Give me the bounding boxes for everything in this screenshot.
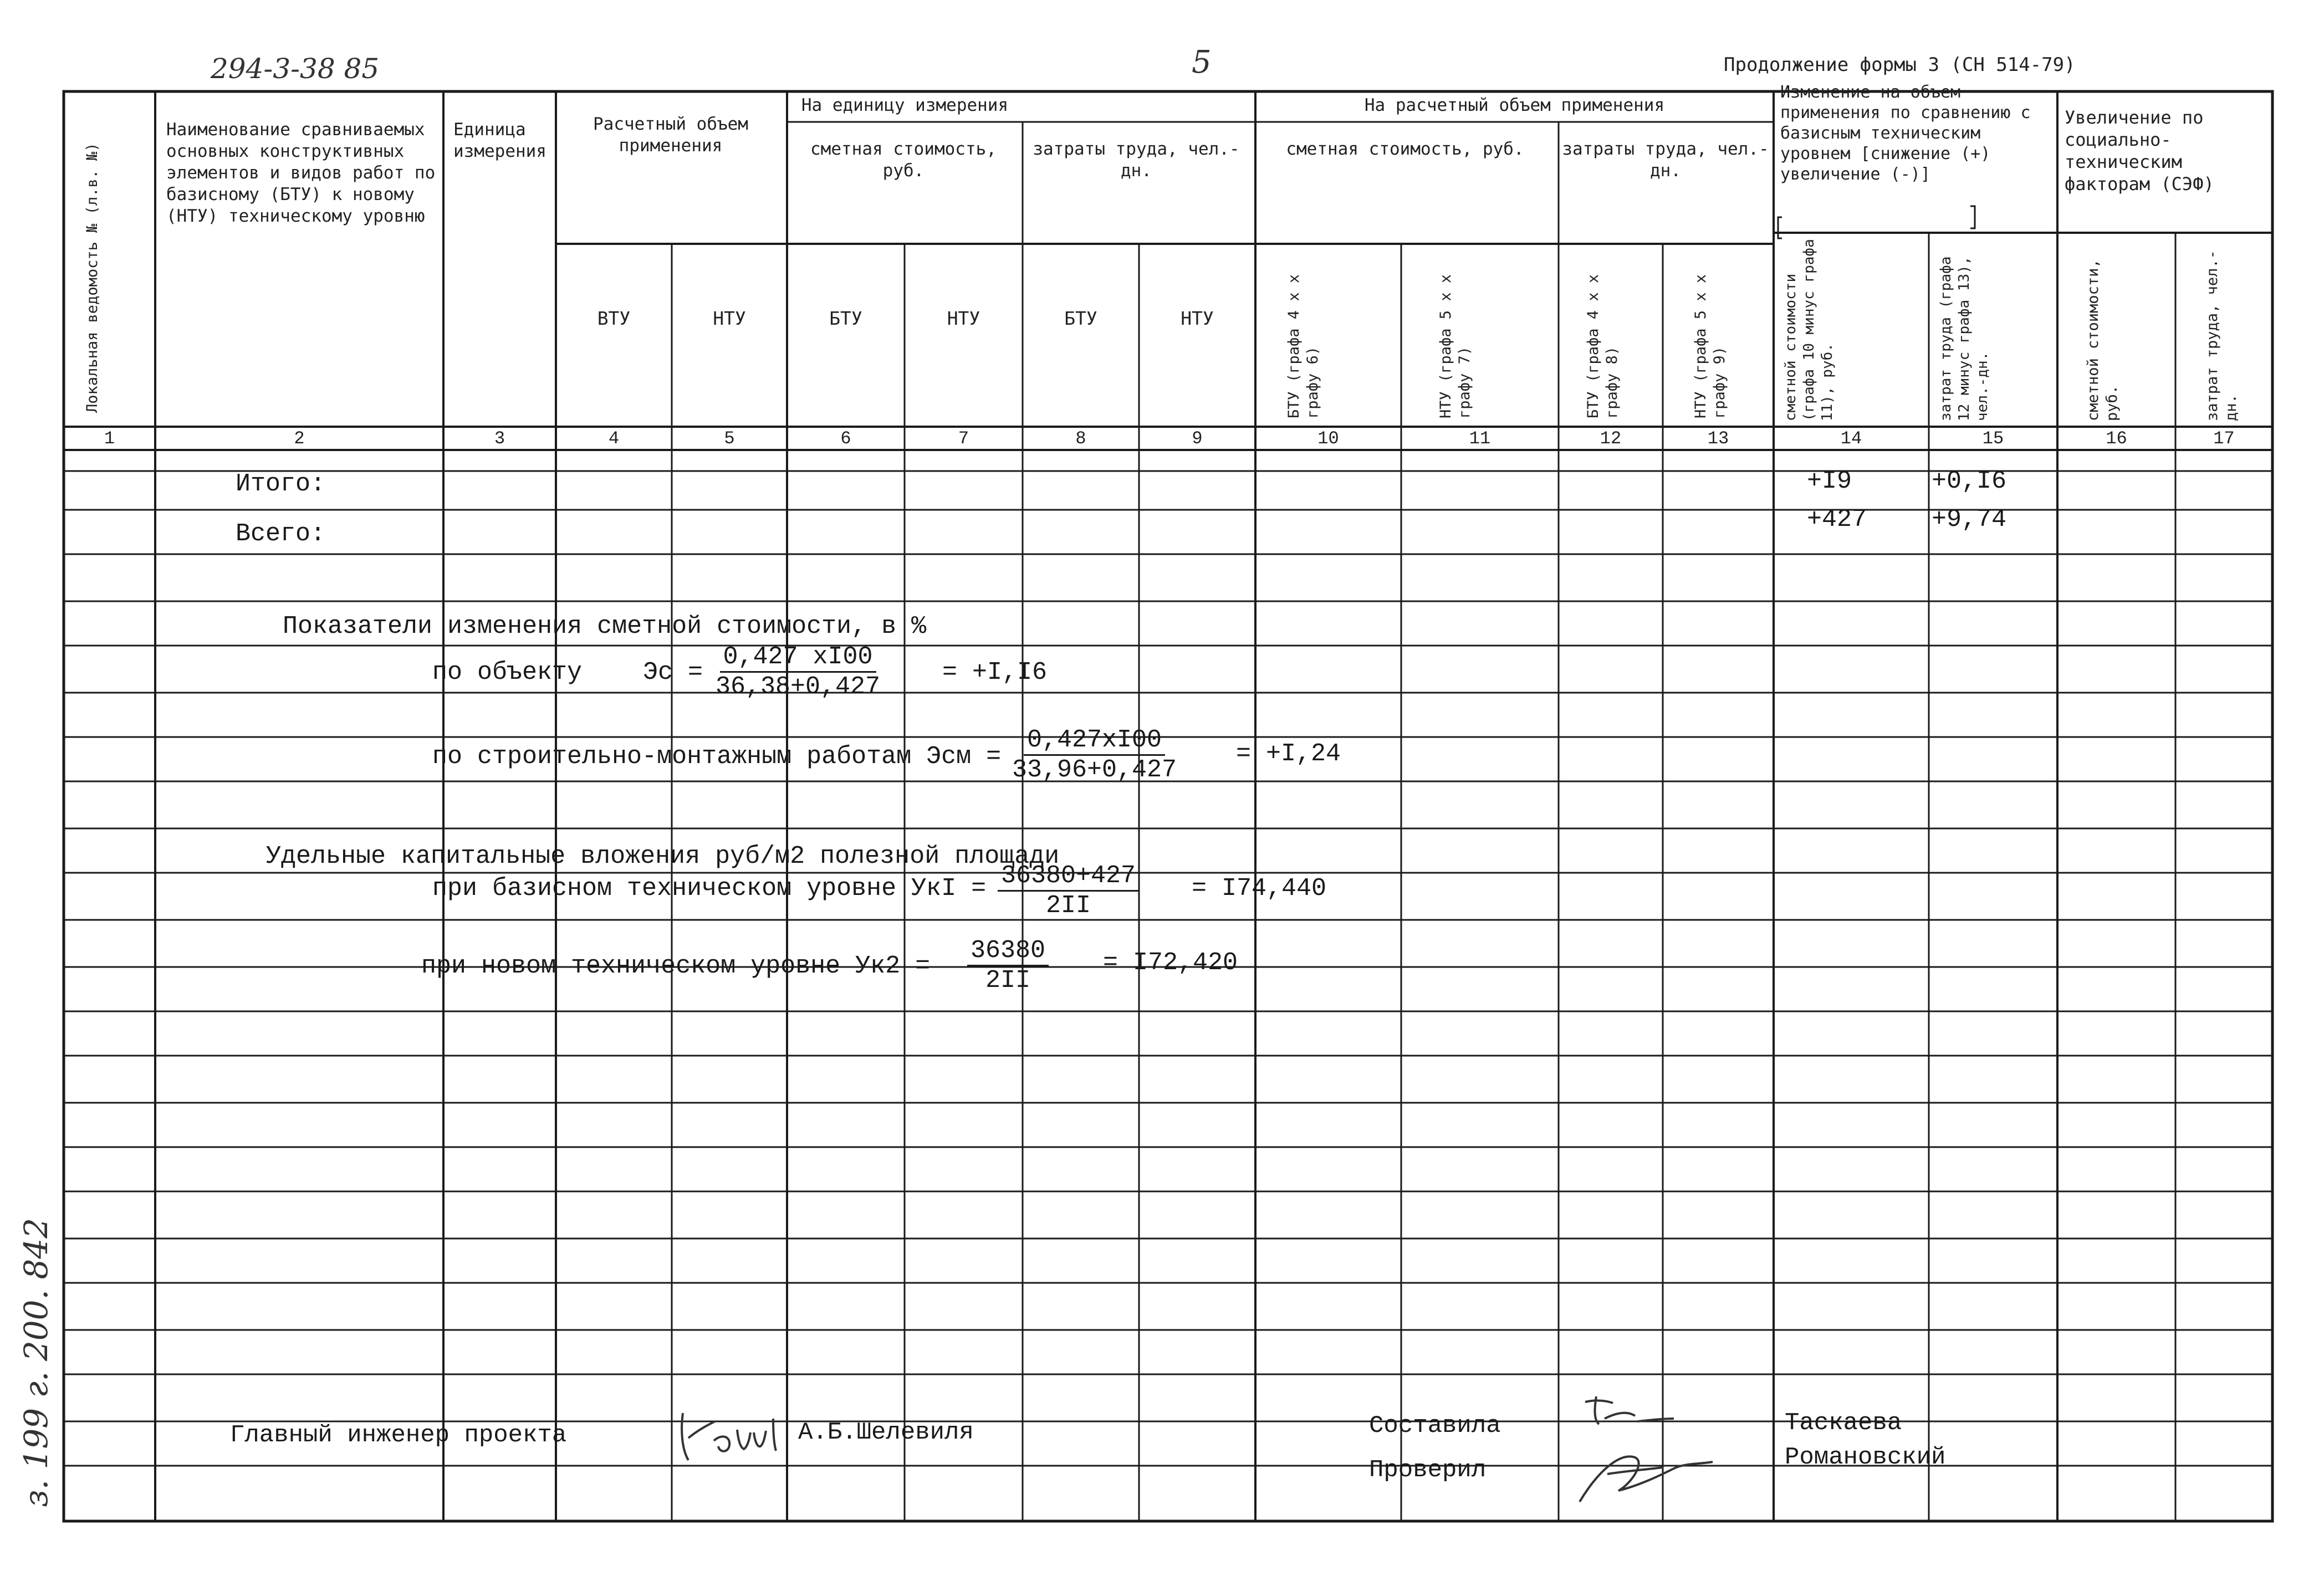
col-number: 10: [1317, 428, 1339, 449]
header-smet-cost2: сметная стоимость, руб.: [1286, 139, 1524, 159]
specific-investment-title: Удельные капитальные вложения руб/м2 полезной площади: [266, 842, 1060, 871]
header-col6: БТУ: [829, 308, 862, 329]
header-col10: БТУ (графа 4 х х графу 6): [1285, 274, 1321, 418]
vsego-label: Всего:: [236, 520, 326, 548]
col-number: 5: [724, 428, 735, 449]
obj-numerator: 0,427 хI00: [720, 643, 876, 673]
new-label: при новом техническом уровне Ук2 =: [421, 952, 931, 980]
col-number: 15: [1982, 428, 2004, 449]
col-number: 17: [2213, 428, 2235, 449]
col-number: 9: [1192, 428, 1203, 449]
new-numerator: 36380: [967, 937, 1049, 966]
bas-denominator: 2II: [1046, 892, 1091, 920]
obj-fraction: [712, 643, 883, 701]
header-labor: затраты труда, чел.-дн.: [1033, 139, 1240, 181]
obj-result: = +I,I6: [942, 658, 1048, 687]
new-result: = I72,420: [1103, 949, 1238, 977]
itogo-label: Итого:: [236, 470, 326, 498]
obj-var: Эс =: [643, 658, 703, 687]
header-col15: затрат труда (графа 12 минус графа 13), чел.-дн.: [1938, 256, 1991, 421]
col-number: 8: [1075, 428, 1086, 449]
header-col17: затрат труда, чел.-дн.: [2204, 250, 2240, 421]
smr-numerator: 0,427хI00: [1024, 726, 1165, 756]
col-number: 6: [840, 428, 851, 449]
header-col12: БТУ (графа 4 х х графу 8): [1585, 274, 1621, 418]
col-number: 13: [1707, 428, 1729, 449]
chief-engineer-signature: [676, 1408, 804, 1468]
smr-fraction: [1009, 726, 1180, 784]
margin-handwritten-note: з. 199 г. 200. 842: [17, 1217, 55, 1507]
obj-label: по объекту: [432, 658, 583, 687]
header-smet-cost: сметная стоимость, руб.: [810, 139, 997, 181]
bas-result: = I74,440: [1192, 874, 1327, 903]
header-col8: БТУ: [1064, 308, 1097, 329]
bas-label: при базисном техническом уровне УкI =: [432, 874, 987, 903]
new-fraction: [967, 937, 1049, 995]
header-increase: Увеличение по социально-техническим факторам (СЭФ): [2065, 107, 2214, 195]
form-continuation-note: Продолжение формы 3 (СН 514-79): [1724, 54, 2076, 76]
col-number: 7: [958, 428, 969, 449]
smr-result: = +I,24: [1236, 740, 1341, 768]
col-number: 14: [1840, 428, 1862, 449]
checked-label: Проверил: [1369, 1456, 1487, 1484]
vsego-col15: +9,74: [1932, 505, 2007, 534]
header-change: Изменение на объем применения по сравнению с базисным техническим уровнем [снижение (+) увеличение (-)]: [1780, 83, 2031, 184]
checked-name: Романовский: [1785, 1444, 1946, 1471]
header-on-volume: На расчетный объем применения: [1364, 95, 1665, 115]
col-number: 4: [608, 428, 620, 449]
col-number: 16: [2106, 428, 2127, 449]
smr-denominator: 33,96+0,427: [1012, 756, 1177, 784]
new-denominator: 2II: [985, 966, 1031, 995]
bas-numerator: 36380+427: [998, 862, 1139, 892]
smr-label: по строительно-монтажным работам Эсм =: [432, 743, 1002, 771]
header-col11: НТУ (графа 5 х х графу 7): [1437, 274, 1473, 418]
header-name: Наименование сравниваемых основных конструктивных элементов и видов работ по базисному (БТУ) к новому (НТУ) техническому уровню: [166, 120, 436, 226]
obj-denominator: 36,38+0,427: [716, 673, 881, 701]
header-col5: НТУ: [713, 308, 746, 329]
col-number: 3: [494, 428, 505, 449]
header-col16: сметной стоимости, руб.: [2085, 259, 2121, 421]
vsego-col14: +427: [1807, 505, 1867, 534]
header-labor2: затраты труда, чел.-дн.: [1562, 139, 1769, 181]
chief-engineer-name: А.Б.Шелевиля: [798, 1419, 974, 1446]
header-col4: ВТУ: [597, 308, 631, 329]
header-col13: НТУ (графа 5 х х графу 9): [1692, 274, 1728, 418]
page-number: 5: [1192, 44, 1212, 80]
col-number: 2: [294, 428, 305, 449]
chief-engineer-label: Главный инженер проекта: [230, 1421, 567, 1449]
header-vedomost: Локальная ведомость № (л.в. №): [84, 142, 101, 413]
itogo-col14: +I9: [1807, 467, 1852, 495]
header-calc-volume: Расчетный объем применения: [593, 114, 748, 156]
col-number: 1: [104, 428, 115, 449]
header-col14: сметной стоимости (графа 10 минус графа 11), руб.: [1782, 239, 1836, 421]
compiled-label: Составила: [1369, 1412, 1501, 1440]
compiled-name: Таскаева: [1785, 1409, 1902, 1437]
col-number: 11: [1469, 428, 1491, 449]
header-col7: НТУ: [947, 308, 980, 329]
col-number: 12: [1600, 428, 1622, 449]
itogo-col15: +0,I6: [1932, 467, 2007, 495]
header-col9: НТУ: [1181, 308, 1214, 329]
bas-fraction: [998, 862, 1139, 920]
compiler-signature: [1574, 1391, 1757, 1513]
document-code: 294-3-38 85: [211, 53, 380, 85]
header-unit: Единица измерения: [453, 120, 546, 161]
header-per-unit: На единицу измерения: [801, 95, 1009, 115]
change-indicators-title: Показатели изменения сметной стоимости, в %: [283, 612, 927, 641]
